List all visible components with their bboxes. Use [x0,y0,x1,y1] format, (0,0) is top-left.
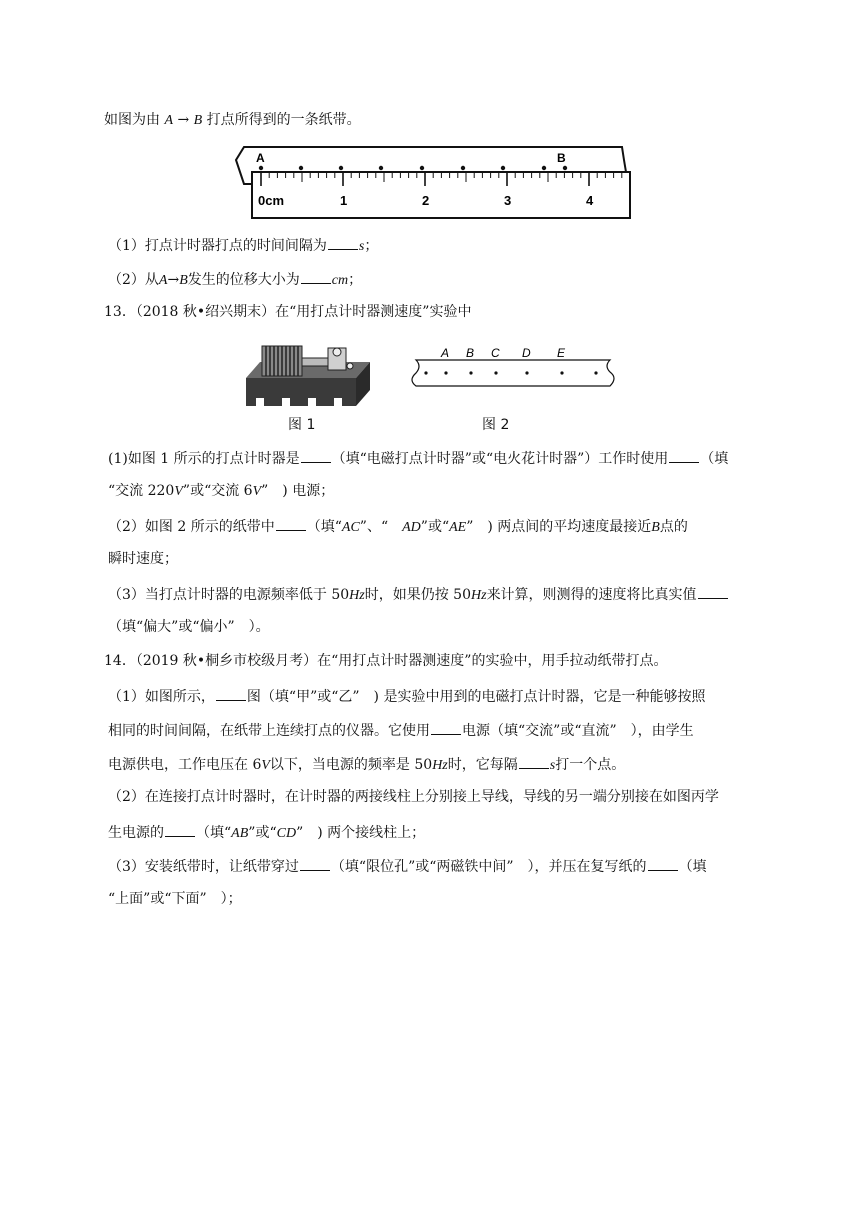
ruler-label-b: B [557,151,566,165]
answer-blank[interactable] [519,753,549,769]
intro-text: 如图为由 [104,112,160,128]
fig2-caption: 图 2 [482,417,510,433]
q14-header: 14．（2019 秋•桐乡市校级月考）在“用打点计时器测速度”的实验中，用手拉动纸带打点。 [104,653,668,669]
q14-part1-line1: （1）如图所示， 图（填“甲”或“乙” ) 是实验中用到的电磁打点计时器，它是一种能够按照 [108,685,705,707]
q13-header: 13．（2018 秋•绍兴期末）在“用打点计时器测速度”实验中 [104,304,472,320]
tape-dot [525,371,528,374]
ruler-tick-1: 1 [340,193,348,208]
answer-blank[interactable] [431,719,461,735]
q14-part3-line2: “上面”或“下面” ）； [108,891,242,907]
q12-part2: （2）从A→B发生的位移大小为 cm； [108,268,362,291]
tape-dot [461,166,465,170]
q14-part3-line1: （3）安装纸带时，让纸带穿过 （填“限位孔”或“两磁铁中间” ），并压在复写纸的 （填 [108,855,707,877]
q13-part2-line1: （2）如图 2 所示的纸带中 （填“AC”、“ AD”或“AE” ) 两点间的平均速度最接近B点的 [108,515,688,538]
fig1-caption: 图 1 [288,417,316,433]
answer-blank[interactable] [648,855,678,871]
ruler-tick-2: 2 [422,193,430,208]
ruler-body [252,172,630,218]
answer-blank[interactable] [301,268,331,284]
answer-blank[interactable] [216,685,246,701]
intro-text-end: 打点所得到的一条纸带。 [206,112,361,128]
q14-part1-line2: 相同的时间间隔，在纸带上连续打点的仪器。它使用 电源（填“交流”或“直流” ），由学生 [108,719,694,741]
answer-blank[interactable] [276,515,306,531]
answer-blank[interactable] [301,447,331,463]
q14-part1-line3: 电源供电，工作电压在 6V以下，当电源的频率是 50Hz时，它每隔 s打一个点。 [108,753,625,776]
tape-label-d: D [522,346,531,360]
q14-part2-line2: 生电源的 （填“AB”或“CD” ) 两个接线柱上； [108,821,425,844]
tape-dot [563,166,567,170]
answer-blank[interactable] [669,447,699,463]
tape-dot [594,371,597,374]
ruler-label-a: A [256,151,265,165]
intro-line [104,110,361,131]
tape-dot [424,371,427,374]
tape-dot [444,371,447,374]
arrow-icon: → [177,112,190,128]
answer-blank[interactable] [165,821,195,837]
q13-part1-line1: (1)如图 1 所示的打点计时器是 （填“电磁打点计时器”或“电火花计时器”）工作时使用 （填 [108,447,728,469]
ruler-tick-4: 4 [586,193,594,208]
answer-blank[interactable] [328,234,358,250]
tape-dot [259,166,263,170]
answer-blank[interactable] [698,583,728,599]
ruler-tape-figure [234,142,632,222]
tape-dot [560,371,563,374]
point-a-label: A [164,113,174,128]
tape-figure [406,346,620,398]
ruler-tick-3: 3 [504,193,512,208]
q13-part2-line2: 瞬时速度； [108,551,178,567]
tape-label-b: B [466,346,475,360]
tape-dot [542,166,546,170]
tape-dot [379,166,383,170]
tape-dot [494,371,497,374]
answer-blank[interactable] [300,855,330,871]
timer-device-figure [242,336,374,410]
tape-label-c: C [491,346,500,360]
tape-label-e: E [557,346,566,360]
ruler-tick-0: 0cm [258,193,285,208]
q13-part1-line2: “交流 220V”或“交流 6V” ) 电源； [108,483,335,499]
tape-dot [469,371,472,374]
tape-dot [420,166,424,170]
arrow-icon: → [167,272,180,288]
tape-dot [299,166,303,170]
tape-dot [501,166,505,170]
q14-part2-line1: （2）在连接打点计时器时，在计时器的两接线柱上分别接上导线，导线的另一端分别接在如图丙学 [108,789,719,805]
tape-dot [339,166,343,170]
tape-label-a: A [441,346,450,360]
q13-part3-line1: （3）当打点计时器的电源频率低于 50Hz时，如果仍按 50Hz来计算，则测得的速度将比真实值 [108,583,729,606]
point-b-label: B [193,113,203,128]
q13-part3-line2: （填“偏大”或“偏小” ）。 [108,619,270,635]
q12-part1: （1）打点计时器打点的时间间隔为 s； [108,234,378,257]
